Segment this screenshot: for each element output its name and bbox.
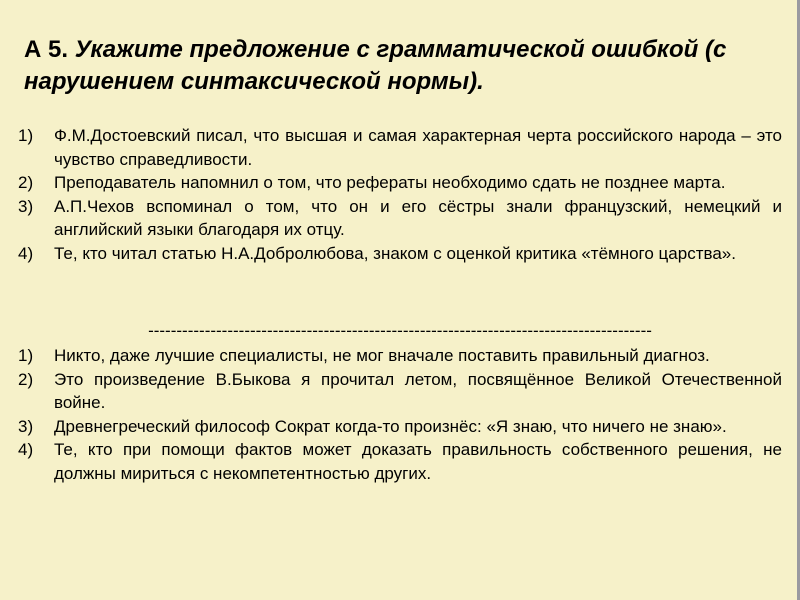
item-number: 1) <box>18 346 34 365</box>
option-list-1 <box>18 124 782 265</box>
list-item <box>18 242 782 266</box>
item-number: 3) <box>18 196 34 216</box>
item-text: А.П.Чехов вспоминал о том, что он и его сёстры знали французский, немецкий и английский языки благодаря их отцу. <box>54 196 782 239</box>
item-number: 4) <box>18 440 34 459</box>
list-item <box>18 438 782 485</box>
list-item <box>18 368 782 415</box>
item-text: Это произведение В.Быкова я прочитал летом, посвящённое Великой Отечественной войне. <box>54 369 782 412</box>
item-number: 4) <box>18 243 34 263</box>
list-item <box>18 344 782 368</box>
list-item <box>18 415 782 439</box>
question-number: А 5. <box>24 36 69 63</box>
item-text: Древнегреческий философ Сократ когда-то произнёс: «Я знаю, что ничего не знаю». <box>54 416 727 436</box>
question-text: Укажите предложение с грамматической ошибкой (с нарушением синтаксической нормы). <box>24 36 727 95</box>
list-item <box>18 171 782 195</box>
item-number: 3) <box>18 416 34 436</box>
item-number: 1) <box>18 126 34 145</box>
item-text: Ф.М.Достоевский писал, что высшая и самая характерная черта российского народа – это чувство справедливости. <box>54 126 782 169</box>
question-title <box>24 34 784 98</box>
item-number: 2) <box>18 173 34 192</box>
list-item <box>18 195 782 242</box>
section-divider: ----------------------------------------------------------------------------------------- <box>148 321 652 340</box>
item-text: Никто, даже лучшие специалисты, не мог вначале поставить правильный диагноз. <box>54 346 710 365</box>
item-text: Те, кто при помощи фактов может доказать правильность собственного решения, не должны мириться с некомпетентностью других. <box>54 440 782 483</box>
item-text: Преподаватель напомнил о том, что рефераты необходимо сдать не позднее марта. <box>54 173 726 192</box>
list-item <box>18 124 782 171</box>
item-number: 2) <box>18 369 34 389</box>
item-text: Те, кто читал статью Н.А.Добролюбова, знаком с оценкой критика «тёмного царства». <box>54 243 736 263</box>
option-list-2 <box>18 344 782 485</box>
